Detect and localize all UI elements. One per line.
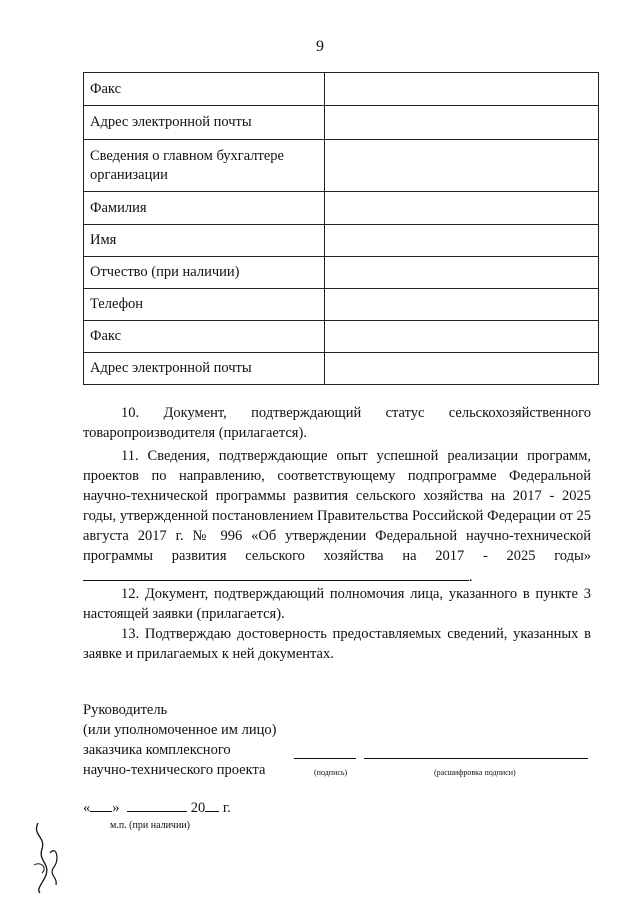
handwritten-initials xyxy=(28,815,68,895)
paragraph-11 xyxy=(83,446,591,587)
row-label: Фамилия xyxy=(84,192,325,225)
row-value-field[interactable] xyxy=(325,140,599,192)
day-blank xyxy=(90,797,112,812)
table-row xyxy=(84,106,599,140)
signature-block xyxy=(83,700,276,780)
signature-caption: (подпись) xyxy=(314,768,348,777)
row-value-field[interactable] xyxy=(325,73,599,106)
date-close-quote: » xyxy=(112,800,120,816)
row-label: Сведения о главном бухгалтере организации xyxy=(84,140,325,192)
stamp-note: м.п. (при наличии) xyxy=(110,820,190,831)
signature-line xyxy=(294,758,356,759)
signatory-line-4: научно-технического проекта xyxy=(83,762,266,778)
row-label: Отчество (при наличии) xyxy=(84,257,325,289)
row-label: Телефон xyxy=(84,289,325,321)
date-row xyxy=(83,797,231,817)
row-value-field[interactable] xyxy=(325,353,599,385)
year-suffix: г. xyxy=(222,800,231,816)
paragraph-13: 13. Подтверждаю достоверность предоставляемых сведений, указанных в заявке и прилагаемых к ней документах. xyxy=(83,626,591,662)
table-row xyxy=(84,289,599,321)
row-value-field[interactable] xyxy=(325,106,599,140)
fill-line-11 xyxy=(83,566,469,581)
signatory-line-2: (или уполномоченное им лицо) xyxy=(83,722,277,738)
table-row xyxy=(84,73,599,106)
table-row xyxy=(84,321,599,353)
table-row xyxy=(84,225,599,257)
signatory-line-3: заказчика комплексного xyxy=(83,742,231,758)
year-prefix: 20 xyxy=(190,800,206,816)
date-open-quote: « xyxy=(83,800,91,816)
paragraph-11-text: 11. Сведения, подтверждающие опыт успешной реализации программ, проектов по направлению, соответствующему подпрограмме Федеральной научно-технической программы развития сельского хозяйства на 2017 - 2025 годы, утвержденной постановлением Правительства Российской Федерации от 25 августа 2017 г. № 996 «Об утверждении Федеральной научно-технической программы развития сельского хозяйства на 2017 - 2025 годы» xyxy=(83,448,591,564)
table-row xyxy=(84,353,599,385)
paragraph-11-end: . xyxy=(469,569,473,585)
row-label: Факс xyxy=(84,321,325,353)
row-label: Адрес электронной почты xyxy=(84,353,325,385)
signatory-line-1: Руководитель xyxy=(83,702,168,718)
row-value-field[interactable] xyxy=(325,321,599,353)
table-row xyxy=(84,257,599,289)
row-label: Имя xyxy=(84,225,325,257)
row-value-field[interactable] xyxy=(325,225,599,257)
decoding-line xyxy=(364,758,588,759)
row-value-field[interactable] xyxy=(325,289,599,321)
month-blank xyxy=(127,797,187,812)
paragraph-12: 12. Документ, подтверждающий полномочия лица, указанного в пункте 3 настоящей заявки (прилагается). xyxy=(83,586,591,622)
row-value-field[interactable] xyxy=(325,192,599,225)
info-table xyxy=(83,72,599,385)
table-row xyxy=(84,192,599,225)
year-blank xyxy=(205,797,219,812)
row-label: Адрес электронной почты xyxy=(84,106,325,140)
row-label: Факс xyxy=(84,73,325,106)
row-value-field[interactable] xyxy=(325,257,599,289)
page-number: 9 xyxy=(316,38,324,55)
decoding-caption: (расшифровка подписи) xyxy=(434,768,516,777)
paragraph-10: 10. Документ, подтверждающий статус сельскохозяйственного товаропроизводителя (прилагается). xyxy=(83,405,591,441)
table-row xyxy=(84,140,599,192)
